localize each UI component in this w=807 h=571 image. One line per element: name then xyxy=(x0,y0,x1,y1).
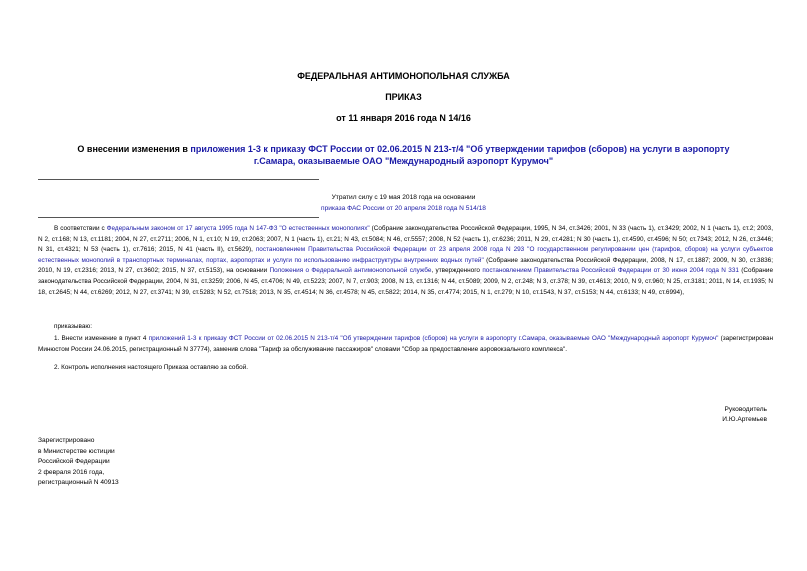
resolution-331-link[interactable]: постановлением Правительства Российской Федерации от 30 июня 2004 года N 331 xyxy=(482,267,739,275)
paragraph-basis xyxy=(38,224,773,298)
document-date: от 11 января 2016 года N 14/16 xyxy=(336,113,471,123)
regulation-link[interactable]: Положения о Федеральной антимонопольной службе xyxy=(269,267,432,275)
signature-block xyxy=(722,405,767,425)
text-span: (Собрание законодательства Российской Федерации, 1995, N 34, ст.3426; 2001, N 33 (часть 1), ст.3429; 2002, N 1 (часть 1), ст.2; 2003, N 2, ст.168; N 13, ст.1181; 2004, N 27, ст.2711; 2006, N 1, ст.10; N 19, ст.2063; 2007, N 1 (часть 1), ст.21; N 43, ст.5084; N 46, ст.5557; 2008, N 52 (часть 1), ст.6236; 2011, N 29, ст.4281; N 30 (часть 1), ст.4590, ст.4596; N 50; ст.7343; 2012, N 26, ст.3446; N 31, ст.4321; N 53 (часть 1), ст.7616; 2015, N 41 (часть II), ст.5629), xyxy=(38,225,773,254)
text-span: , утвержденного xyxy=(431,267,483,275)
text-span: В соответствии с xyxy=(54,225,107,232)
agency-name: ФЕДЕРАЛЬНАЯ АНТИМОНОПОЛЬНАЯ СЛУЖБА xyxy=(297,71,510,81)
registration-line: регистрационный N 40913 xyxy=(38,479,119,486)
document-title xyxy=(60,143,747,167)
text-span: (Собрание законодательства Российской Федерации, 2004, N 31, ст.3259; 2006, N 45, ст.4706; N 49, ст.5223; 2007, N 7, ст.903; 2008, N 13, ст.1316; N 44, ст.5089; 2009, N 2, ст.248; N 3, ст.378; N 39, ст.4613; 2010, N 9, ст.960; N 25, ст.3181; 2011, N 14, ст.1935; N 18, ст.2645; N 44, ст.6269; 2012, N 27, ст.3741; N 39, ст.5283; N 52, ст.7518; 2013, N 35, ст.4514; N 36, ст.4578; N 45, ст.5822; 2014, N 35, ст.4774; 2015, N 1, ст.279; N 10, ст.1543, N 37, ст.5153; N 44, ст.6133; N 49, ст.6994), xyxy=(38,267,774,296)
title-link[interactable]: приложения 1-3 к приказу ФСТ России от 02.06.2015 N 213-т/4 "Об утверждении тарифов (сборов) на услуги в аэропорту г.Самара, оказываемые ОАО "Международный аэропорт Курумоч" xyxy=(190,144,730,166)
signature-role: Руководитель xyxy=(724,406,767,413)
divider-top xyxy=(38,179,319,180)
annotation-block xyxy=(0,192,807,214)
annotation-text: Утратил силу с 19 мая 2018 года на основании xyxy=(331,194,476,201)
text-span: (Собрание законодательства Российской Федерации, 2008, N 17, ст.1887; 2009, N 30, ст.3836; 2010, N 19, ст.2316; 2013, N 27, ст.3602; 2015, N 37, ст.5153), на основании xyxy=(38,256,774,275)
amended-order-link[interactable]: приложений 1-3 к приказу ФСТ России от 02.06.2015 N 213-т/4 "Об утверждении тарифов (сборов) на услуги в аэропорту г.Самара, оказываемые ОАО "Международный аэропорт Курумоч" xyxy=(148,335,719,342)
text-span: (зарегистрирован Минюстом России 24.06.2015, регистрационный N 37774), заменив слова "Тариф за обслуживание пассажиров" словами "Сбор за предоставление аэровокзального комплекса". xyxy=(38,335,773,353)
registration-line: 2 февраля 2016 года, xyxy=(38,468,105,476)
text-span: 1. Внести изменение в пункт 4 xyxy=(54,335,149,342)
title-prefix: О внесении изменения в xyxy=(77,144,191,154)
divider-bottom xyxy=(38,217,319,218)
registration-line: в Министерстве юстиции xyxy=(38,447,115,455)
law-link[interactable]: Федеральным законом от 17 августа 1995 года N 147-ФЗ "О естественных монополиях" xyxy=(106,225,370,232)
registration-line: Российской Федерации xyxy=(38,458,110,465)
paragraph-item-1 xyxy=(38,334,773,355)
order-word: приказываю: xyxy=(54,323,92,330)
paragraph-item-2: 2. Контроль исполнения настоящего Приказа оставляю за собой. xyxy=(54,364,249,371)
registration-line: Зарегистрировано xyxy=(38,437,95,444)
signature-name: И.Ю.Артемьев xyxy=(722,416,767,423)
resolution-293-link[interactable]: постановлением Правительства Российской Федерации от 23 апреля 2008 года N 293 "О государственном регулировании цен (тарифов, сборов) на услуги субъектов естественных монополий в транспортных терминалах, портах, аэропортах и услуги по использованию инфраструктуры внутренних водных путей" xyxy=(38,246,773,264)
registration-block xyxy=(38,436,119,489)
document-type: ПРИКАЗ xyxy=(385,92,422,102)
annotation-link[interactable]: приказа ФАС России от 20 апреля 2018 года N 514/18 xyxy=(321,205,486,212)
